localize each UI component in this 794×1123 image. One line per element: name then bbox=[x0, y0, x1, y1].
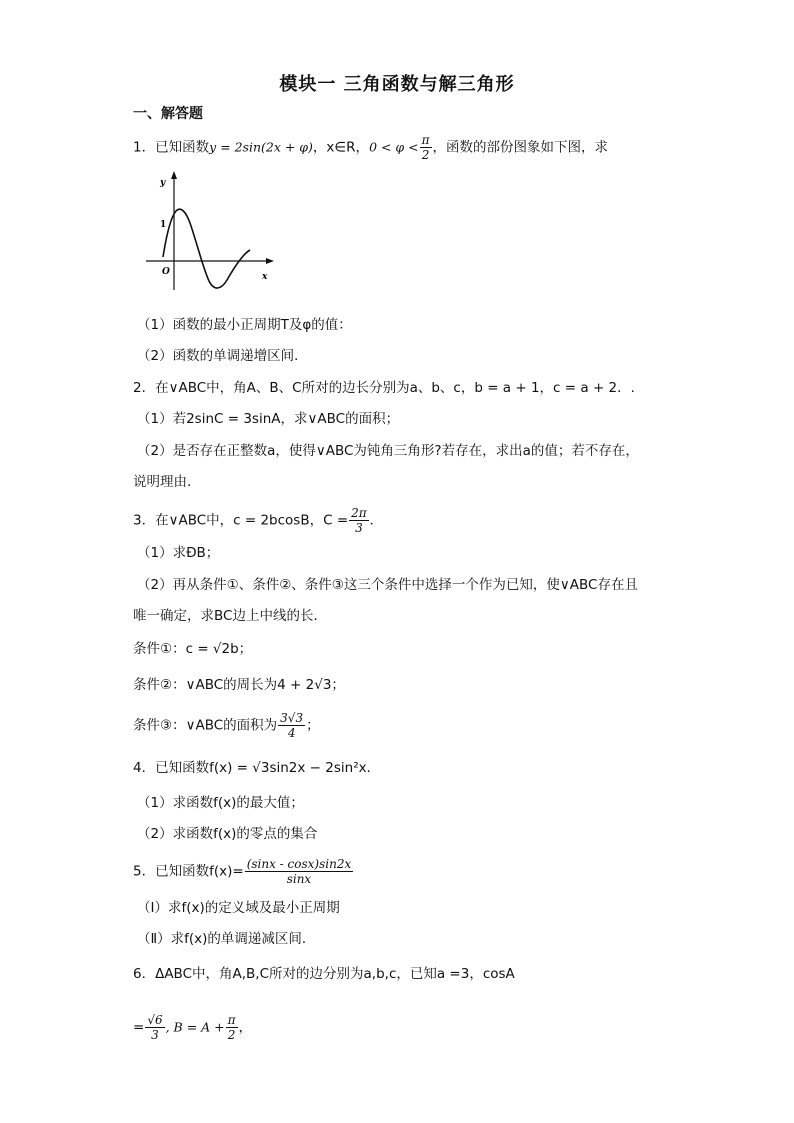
sine-graph-figure bbox=[143, 168, 278, 293]
page-title: 模块一 三角函数与解三角形 bbox=[279, 74, 515, 95]
tick-label-1: 1 bbox=[160, 220, 167, 230]
q3-part-2-cont: 唯一确定，求BC边上中线的长． bbox=[133, 608, 327, 624]
q1-lead: 1．已知函数 bbox=[133, 139, 210, 156]
section-heading: 一、解答题 bbox=[133, 106, 203, 122]
question-4-stem: 4．已知函数f(x) = √3sin2x − 2sin²x． bbox=[133, 760, 381, 776]
q1-part-1: （1）函数的最小正周期T及φ的值： bbox=[137, 317, 352, 333]
q3-fraction: $\frac{2\pi}{3}$ bbox=[351, 506, 367, 535]
q6-equals: = bbox=[133, 1019, 145, 1036]
q6-fraction-2: $\frac{\pi}{2}$ bbox=[227, 1013, 236, 1042]
x-axis-label: x bbox=[262, 272, 268, 282]
origin-label: O bbox=[162, 267, 170, 277]
q3-condition-2: 条件②：∨ABC的周长为4 + 2√3； bbox=[133, 677, 345, 693]
q3-tail: ． bbox=[369, 512, 384, 529]
q1-domain: ，x∈R， bbox=[312, 139, 370, 156]
q2-part-2: （2）是否存在正整数a，使得∨ABC为钝角三角形?若存在，求出a的值；若不存在， bbox=[137, 443, 639, 459]
q2-part-2-cont: 说明理由． bbox=[133, 474, 201, 490]
question-1-stem bbox=[133, 133, 608, 162]
q6-tail: ， bbox=[238, 1019, 253, 1036]
q3-condition-3 bbox=[133, 711, 320, 740]
q3-lead: 3．在∨ABC中，c = 2bcosB，C = bbox=[133, 512, 349, 529]
question-6-stem-cont bbox=[133, 1013, 252, 1042]
q3-c3-tail: ； bbox=[306, 717, 320, 734]
x-axis-arrow bbox=[266, 258, 274, 264]
q6-fraction-1: $\frac{√6}{3}$ bbox=[147, 1013, 163, 1042]
question-6-stem: 6．ΔABC中，角A,B,C所对的边分别为a,b,c，已知a =3，cosA bbox=[133, 966, 515, 982]
q1-condition: 0 < φ < bbox=[369, 139, 419, 155]
q1-fraction: $\frac{\pi}{2}$ bbox=[421, 133, 430, 162]
q3-part-1: （1）求ÐB； bbox=[137, 545, 220, 561]
question-3-stem bbox=[133, 506, 383, 535]
q1-tail: ，函数的部份图象如下图，求 bbox=[432, 139, 609, 156]
question-2-stem: 2．在∨ABC中，角A、B、C所对的边长分别为a、b、c，b = a + 1，c = a + 2．. bbox=[133, 380, 635, 396]
q5-fraction: $\frac{(\sin x - \cos x)\sin 2x}{\sin x}$ bbox=[246, 857, 352, 886]
q5-lead: 5．已知函数f(x)= bbox=[133, 863, 244, 880]
q1-function: y = 2sin(2x + φ) bbox=[209, 139, 313, 155]
q5-part-1: （Ⅰ）求f(x)的定义域及最小正周期 bbox=[137, 900, 340, 916]
q3-condition-1: 条件①：c = √2b； bbox=[133, 641, 253, 657]
q4-part-1: （1）求函数f(x)的最大值； bbox=[137, 795, 304, 811]
q3-part-2: （2）再从条件①、条件②、条件③这三个条件中选择一个作为已知，使∨ABC存在且 bbox=[137, 577, 638, 593]
sine-curve bbox=[163, 209, 250, 288]
q4-part-2: （2）求函数f(x)的零点的集合 bbox=[137, 826, 318, 842]
y-axis-arrow bbox=[171, 171, 177, 179]
q2-part-1: （1）若2sinC = 3sinA，求∨ABC的面积； bbox=[137, 411, 400, 427]
q6-mid: , B = A + bbox=[165, 1019, 225, 1035]
q1-part-2: （2）函数的单调递增区间． bbox=[137, 348, 308, 364]
q3-c3-lead: 条件③：∨ABC的面积为 bbox=[133, 717, 278, 734]
q5-part-2: （Ⅱ）求f(x)的单调递减区间． bbox=[137, 931, 316, 947]
y-axis-label: y bbox=[160, 178, 166, 188]
question-5-stem bbox=[133, 857, 354, 886]
q3-c3-fraction: $\frac{3√3}{4}$ bbox=[280, 711, 304, 740]
